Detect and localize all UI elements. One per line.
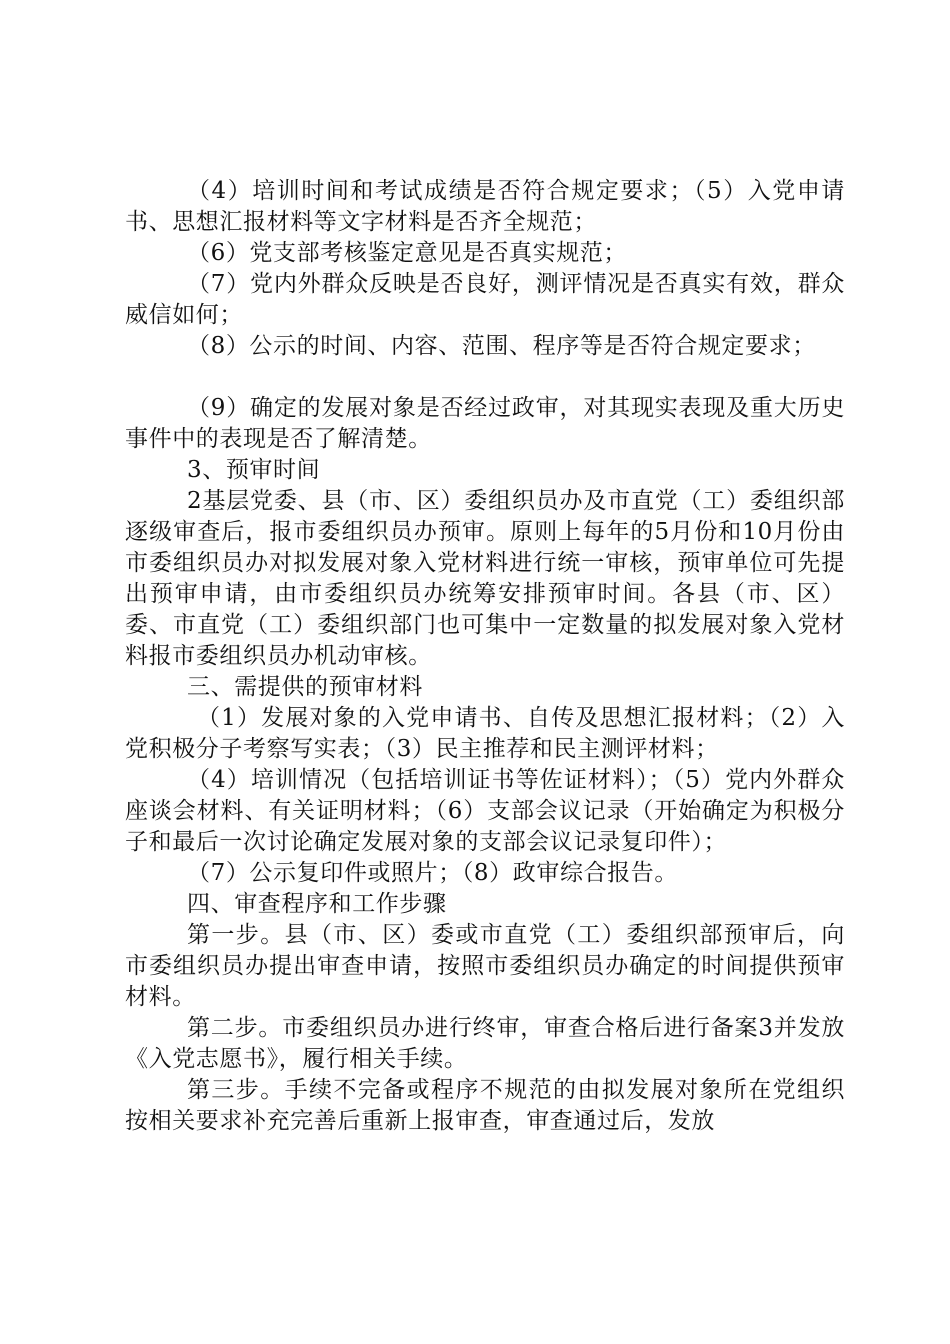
paragraph-pre-review-time: 2基层党委、县（市、区）委组织员办及市直党（工）委组织部逐级审查后，报市委组织员办预审。原则上每年的5月份和10月份由市委组织员办对拟发展对象入党材料进行统一审核，预审单位可先提出预审申请，由市委组织员办统筹安排预审时间。各县（市、区）委、市直党（工）委组织部门也可集中一定数量的拟发展对象入党材料报市委组织员办机动审核。	[125, 488, 845, 669]
paragraph-review-item-4-5: （4）培训时间和考试成绩是否符合规定要求；（5）入党申请书、思想汇报材料等文字材料是否齐全规范；	[125, 178, 845, 235]
paragraph-review-item-8: （8）公示的时间、内容、范围、程序等是否符合规定要求；	[187, 333, 816, 359]
paragraph-materials-7-8: （7）公示复印件或照片；（8）政审综合报告。	[187, 860, 678, 886]
heading-pre-review-time: 3、预审时间	[187, 457, 321, 483]
paragraph-step-one: 第一步。县（市、区）委或市直党（工）委组织部预审后，向市委组织员办提出审查申请，按照市委组织员办确定的时间提供预审材料。	[125, 922, 845, 1010]
paragraph-step-three: 第三步。手续不完备或程序不规范的由拟发展对象所在党组织按相关要求补充完善后重新上报审查，审查通过后，发放	[125, 1077, 845, 1134]
paragraph-materials-1-3: （1）发展对象的入党申请书、自传及思想汇报材料；（2）入党积极分子考察写实表；（3）民主推荐和民主测评材料；	[125, 705, 845, 762]
paragraph-materials-4-6: （4）培训情况（包括培训证书等佐证材料）；（5）党内外群众座谈会材料、有关证明材料；（6）支部会议记录（开始确定为积极分子和最后一次讨论确定发展对象的支部会议记录复印件）；	[125, 767, 845, 855]
blank-line	[125, 362, 845, 393]
paragraph-review-item-9: （9）确定的发展对象是否经过政审，对其现实表现及重大历史事件中的表现是否了解清楚。	[125, 395, 845, 452]
heading-required-materials: 三、需提供的预审材料	[187, 674, 423, 700]
heading-review-procedure: 四、审查程序和工作步骤	[187, 891, 447, 917]
paragraph-review-item-7: （7）党内外群众反映是否良好，测评情况是否真实有效，群众威信如何；	[125, 271, 845, 328]
paragraph-review-item-6: （6）党支部考核鉴定意见是否真实规范；	[187, 240, 628, 266]
document-body	[125, 176, 845, 1137]
paragraph-step-two: 第二步。市委组织员办进行终审，审查合格后进行备案3并发放《入党志愿书》，履行相关手续。	[125, 1015, 845, 1072]
